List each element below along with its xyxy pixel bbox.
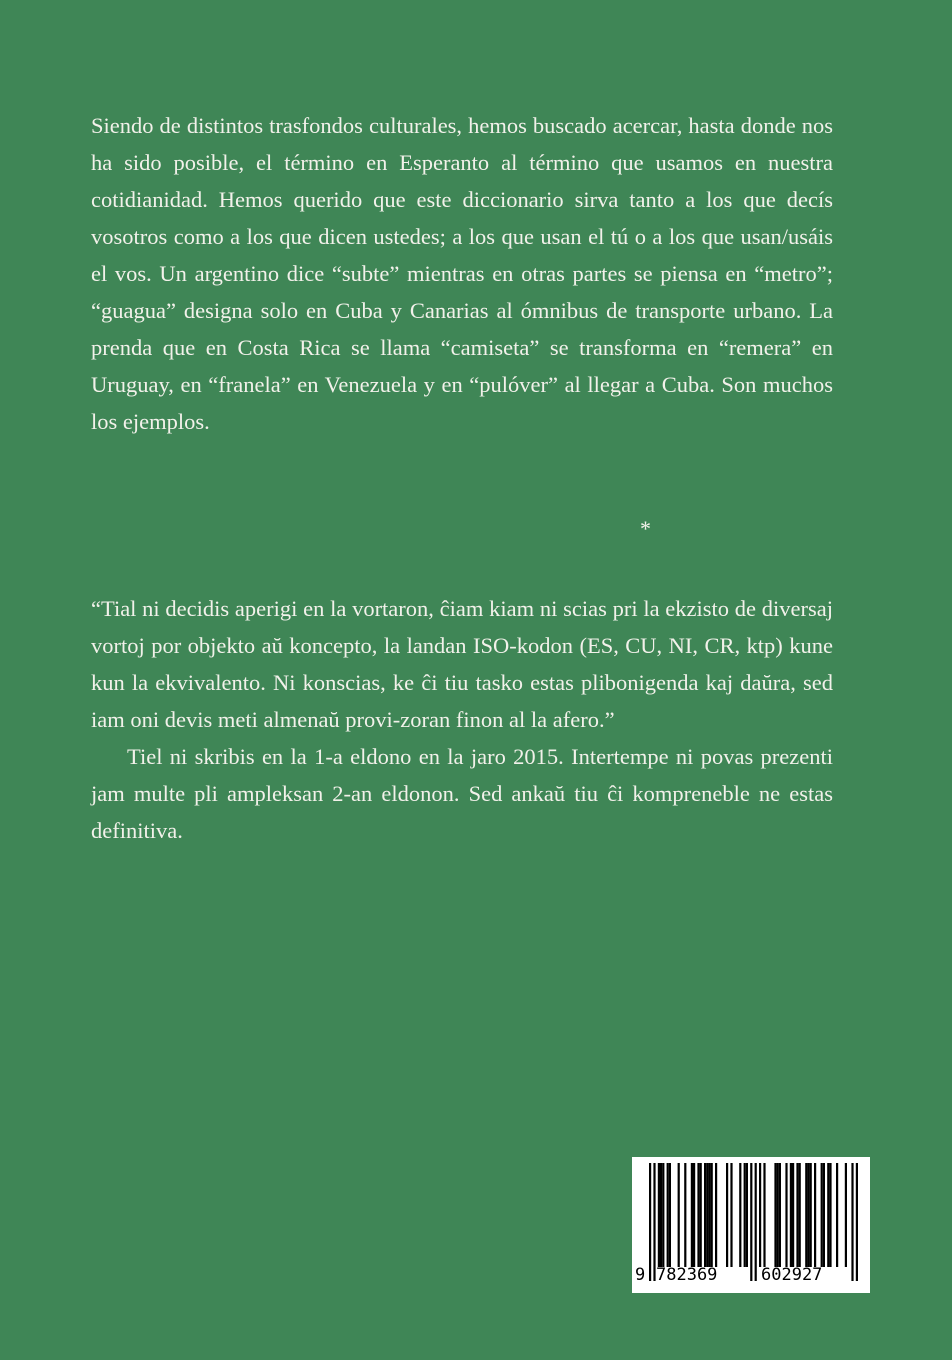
barcode-bar-38	[814, 1163, 816, 1267]
barcode-bar-45	[851, 1163, 853, 1281]
barcode-bar-24	[755, 1163, 757, 1281]
barcode-bar-13	[704, 1163, 706, 1267]
barcode-bar-22	[746, 1163, 748, 1267]
barcode-bar-23	[750, 1163, 752, 1281]
barcode-bar-10	[693, 1163, 695, 1267]
barcode-bar-8	[684, 1163, 686, 1267]
barcode-bar-5	[667, 1163, 669, 1267]
barcode-bar-29	[779, 1163, 781, 1267]
barcode-bar-7	[678, 1163, 680, 1267]
isbn-barcode	[632, 1157, 870, 1293]
barcode-bar-2	[658, 1163, 660, 1267]
barcode-bar-26	[763, 1163, 765, 1267]
barcode-bar-39	[821, 1163, 823, 1267]
barcode-bar-21	[744, 1163, 746, 1267]
barcode-left-group: 782369	[656, 1265, 718, 1285]
barcode-bar-30	[785, 1163, 787, 1267]
spanish-text-block	[91, 107, 833, 440]
barcode-first-digit: 9	[635, 1265, 646, 1285]
barcode-bar-17	[715, 1163, 717, 1267]
barcode-bar-44	[845, 1163, 847, 1267]
barcode-bar-20	[739, 1163, 741, 1267]
barcode-bar-6	[669, 1163, 671, 1267]
barcode-bar-32	[792, 1163, 794, 1267]
barcode-bar-37	[810, 1163, 812, 1267]
barcode-right-group: 602927	[761, 1265, 823, 1285]
barcode-bar-40	[823, 1163, 825, 1267]
barcode-bar-41	[827, 1163, 829, 1267]
esperanto-quote-paragraph: “Tial ni decidis aperigi en la vortaron, ĉiam kiam ni scias pri la ekzisto de diversaj vortoj por objekto aŭ koncepto, la landan ISO-kodon (ES, CU, NI, CR, ktp) kune kun la ekvivalento. Ni konscias, ke ĉi tiu tasko estas plibonigenda kaj daŭra, sed iam oni devis meti almenaŭ provi-zoran finon al la afero.”	[91, 596, 833, 732]
barcode-bar-34	[799, 1163, 801, 1267]
barcode-bar-35	[805, 1163, 807, 1267]
barcode-bar-27	[774, 1163, 776, 1267]
barcode-bar-42	[829, 1163, 831, 1267]
barcode-bar-16	[711, 1163, 713, 1267]
barcode-bar-18	[726, 1163, 728, 1267]
barcode-bar-43	[836, 1163, 838, 1267]
esperanto-text-block	[91, 590, 833, 849]
barcode-bar-36	[807, 1163, 809, 1267]
barcode-bar-15	[708, 1163, 710, 1267]
barcode-bar-25	[759, 1163, 761, 1267]
barcode-bar-31	[790, 1163, 792, 1267]
barcode-bar-33	[796, 1163, 798, 1267]
barcode-bar-46	[856, 1163, 858, 1281]
barcode-bar-19	[730, 1163, 732, 1267]
esperanto-note-paragraph: Tiel ni skribis en la 1-a eldono en la jaro 2015. Intertempe ni povas prezenti jam multe pli ampleksan 2-an eldonon. Sed ankaŭ tiu ĉi kompreneble ne estas definitiva.	[91, 744, 833, 843]
spanish-paragraph: Siendo de distintos trasfondos culturales, hemos buscado acercar, hasta donde nos ha sido posible, el término en Esperanto al término que usamos en nuestra cotidianidad. Hemos querido que este diccionario sirva tanto a los que decís vosotros como a los que dicen ustedes; a los que usan el tú o a los que usan/usáis el vos. Un argentino dice “subte” mientras en otras partes se piensa en “metro”; “guagua” designa solo en Cuba y Canarias al ómnibus de transporte urbano. La prenda que en Costa Rica se llama “camiseta” se transforma en “remera” en Uruguay, en “franela” en Venezuela y en “pulóver” al llegar a Cuba. Son muchos los ejemplos.	[91, 113, 833, 434]
barcode-bar-28	[777, 1163, 779, 1267]
barcode-bar-4	[662, 1163, 664, 1267]
barcode-bar-3	[660, 1163, 662, 1267]
barcode-bar-0	[649, 1163, 651, 1281]
barcode-bar-9	[691, 1163, 693, 1267]
section-separator: *	[640, 516, 651, 541]
barcode-digits	[632, 1265, 870, 1289]
barcode-bar-12	[700, 1163, 702, 1267]
barcode-bar-11	[697, 1163, 699, 1267]
barcode-bar-1	[653, 1163, 655, 1281]
barcode-bar-14	[706, 1163, 708, 1267]
